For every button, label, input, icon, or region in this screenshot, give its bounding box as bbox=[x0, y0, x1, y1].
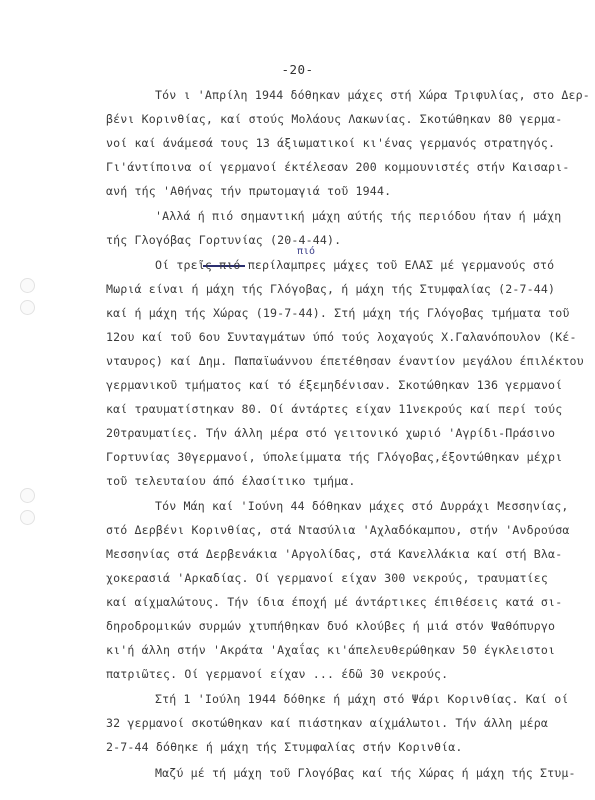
text-line: βένι Κορινθίας, καί στούς Μολάους Λακωνίας. Σκοτώθηκαν 80 γερμα- bbox=[106, 112, 563, 126]
text-line: Μωριά είναι ή μάχη τής Γλόγοβας, ή μάχη τής Στυμφαλίας (2-7-44) bbox=[106, 282, 556, 296]
text-line: κι'ή άλλη στήν 'Ακράτα 'Αχαΐας κι'άπελευθερώθηκαν 50 έγκλειστοι bbox=[106, 643, 556, 657]
text-line: τής Γλογόβας Γορτυνίας (20-4-44). bbox=[106, 233, 342, 247]
text-line: πατριῶτες. Οί γερμανοί είχαν ... έδῶ 30 νεκρούς. bbox=[106, 667, 449, 681]
text-line: νταυρος) καί Δημ. Παπαϊωάννου έπετέθησαν έναντίον μεγάλου έπιλέκτου bbox=[106, 354, 584, 368]
text-line: Οί τρεῖς πιό περίλαμπρες μάχες τοῦ ΕΛΑΣ μέ γερμανούς στό bbox=[155, 258, 555, 272]
text-line: δηροδρομικών συρμών χτυπήθηκαν δυό κλούβες ή μιά στόν Ψαθόπυργο bbox=[106, 619, 556, 633]
text-line: Τόν ι 'Απρίλη 1944 δόθηκαν μάχες στή Χώρα Τριφυλίας, στο Δερ- bbox=[155, 88, 590, 102]
text-line: 20τραυματίες. Τήν άλλη μέρα στό γειτονικό χωριό 'Αγρίδι-Πράσινο bbox=[106, 426, 556, 440]
page-number: -20- bbox=[281, 62, 314, 77]
text-line: 2-7-44 δόθηκε ή μάχη τής Στυμφαλίας στήν Κορινθία. bbox=[106, 740, 463, 754]
text-line: 12ου καί τοῦ 6ου Συνταγμάτων ύπό τούς λοχαγούς Χ.Γαλανόπουλον (Κέ- bbox=[106, 330, 577, 344]
text-line: 32 γερμανοί σκοτώθηκαν καί πιάστηκαν αίχμάλωτοι. Τήν άλλη μέρα bbox=[106, 716, 549, 730]
text-line: Τόν Μάη καί 'Ιούνη 44 δόθηκαν μάχες στό Δυρράχι Μεσσηνίας, bbox=[155, 499, 569, 513]
text-line: Γι'άντίποινα οί γερμανοί έκτέλεσαν 200 κομμουνιστές στήν Καισαρι- bbox=[106, 160, 570, 174]
text-line: Στή 1 'Ιούλη 1944 δόθηκε ή μάχη στό Ψάρι Κορινθίας. Καί οί bbox=[155, 692, 569, 706]
handwritten-insertion: πιό bbox=[297, 246, 316, 257]
text-line: τοῦ τελευταίου άπό έλασίτικο τμήμα. bbox=[106, 474, 356, 488]
punch-hole bbox=[20, 510, 35, 525]
punch-hole bbox=[20, 278, 35, 293]
punch-hole bbox=[20, 300, 35, 315]
text-line: καί αίχμαλώτους. Τήν ίδια έποχή μέ άντάρτικες έπιθέσεις κατά σι- bbox=[106, 595, 563, 609]
text-line: Μεσσηνίας στά Δερβενάκια 'Αργολίδας, στά Κανελλάκια καί στή Βλα- bbox=[106, 547, 563, 561]
text-line: 'Αλλά ή πιό σημαντική μάχη αύτής τής περιόδου ήταν ή μάχη bbox=[155, 209, 562, 223]
text-line: Μαζύ μέ τή μάχη τοῦ Γλογόβας καί τής Χώρας ή μάχη τής Στυμ- bbox=[155, 766, 576, 780]
text-line: ανή τής 'Αθήνας τήν πρωτομαγιά τοῦ 1944. bbox=[106, 184, 392, 198]
text-line: νοί καί άνάμεσά τους 13 άξιωματικοί κι'ένας γερμανός στρατηγός. bbox=[106, 136, 556, 150]
punch-hole bbox=[20, 488, 35, 503]
text-line: γερμανικοῦ τμήματος καί τό έξεμηδένισαν. Σκοτώθηκαν 136 γερμανοί bbox=[106, 378, 563, 392]
text-line: χοκερασιά 'Αρκαδίας. Οί γερμανοί είχαν 300 νεκρούς, τραυματίες bbox=[106, 571, 549, 585]
text-line: καί ή μάχη τής Χώρας (19-7-44). Στή μάχη τής Γλόγοβας τμήματα τοῦ bbox=[106, 306, 570, 320]
text-line: Γορτυνίας 30γερμανοί, ύπολείμματα τής Γλόγοβας,έξοντώθηκαν μέχρι bbox=[106, 450, 563, 464]
text-line: καί τραυματίστηκαν 80. Οί άντάρτες είχαν 11νεκρούς καί περί τούς bbox=[106, 402, 563, 416]
text-line: στό Δερβένι Κορινθίας, στά Ντασύλια 'Αχλαδόκαμπου, στήν 'Ανδρούσα bbox=[106, 523, 570, 537]
